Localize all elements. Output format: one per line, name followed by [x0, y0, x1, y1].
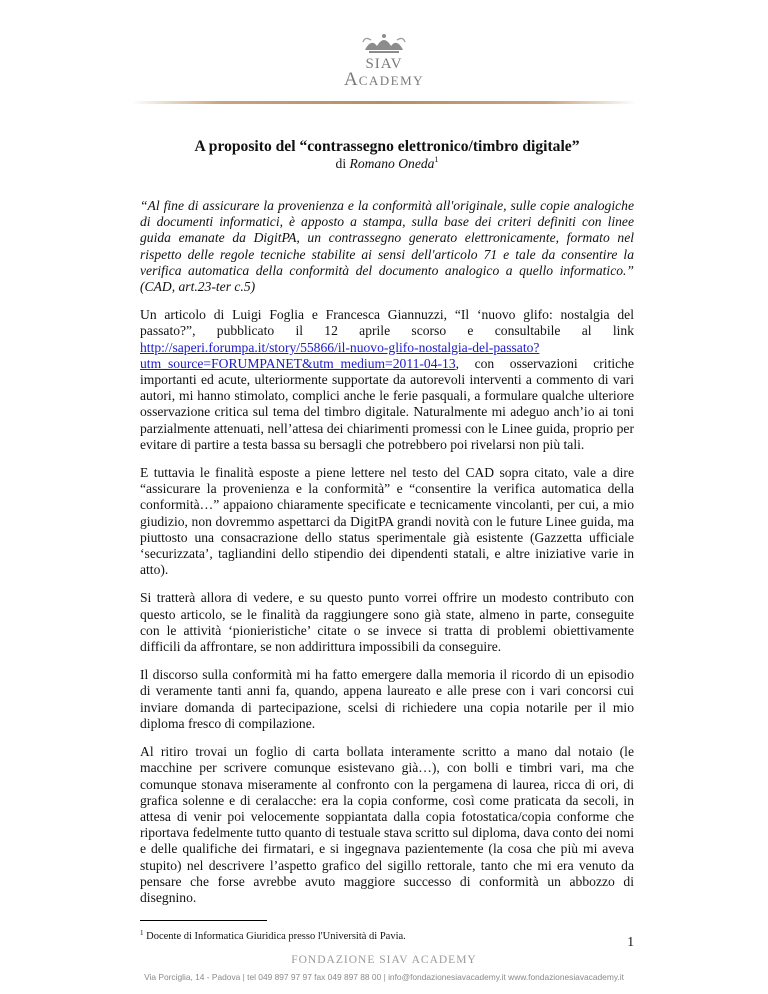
footnote: [140, 927, 406, 943]
logo-siav-text: SIAV: [365, 56, 403, 72]
footer-organization: FONDAZIONE SIAV ACADEMY: [291, 954, 477, 966]
paragraph-3: Si tratterà allora di vedere, e su questo punto vorrei offrire un modesto contributo con questo articolo, se le finalità da raggiungere sono già state, almeno in parte, conseguite con le attività ‘pionieristiche’ citate o se invece si tratta di problemi obiettivamente difficili da affrontare, se non addirittura impossibili da conseguire.: [140, 590, 634, 655]
cad-quote: “Al fine di assicurare la provenienza e la conformità all'originale, sulle copie analogiche di documenti informatici, è apposto a stampa, sulla base dei criteri definiti con linee guida emanate da DigitPA, un contrassegno generato elettronicamente, formato nel rispetto delle regole tecniche stabilite ai sensi dell'articolo 71 e tale da consentire la verifica automatica della conformità del documento analogico a quello informatico.” (CAD, art.23-ter c.5): [140, 198, 634, 295]
byline-prefix: di: [335, 156, 350, 171]
footnote-separator: [140, 920, 267, 921]
article-body: [140, 138, 634, 906]
footer-contact-line: Via Porciglia, 14 - Padova | tel 049 897 97 97 fax 049 897 88 00 | info@fondazionesiavacademy.it www.fondazionesiavacademy.it: [144, 972, 624, 982]
footnote-reference[interactable]: 1: [434, 155, 439, 164]
letterhead: [0, 0, 768, 112]
siav-academy-logo: [330, 32, 438, 102]
paragraph-1-start: Un articolo di Luigi Foglia e Francesca Giannuzzi, “Il ‘nuovo glifo: nostalgia del passato?”, pubblicato il 12 aprile scorso e consultabile al link: [140, 307, 634, 339]
author-name: Romano Oneda: [349, 156, 435, 171]
paragraph-1-end: , con osservazioni critiche importanti ed acute, ulteriormente supportate da autorevoli interventi a commento di vari autori, mi hanno stimolato, complici anche le ferie pasquali, a formulare qualche ulteriore osservazione critica sul tema del timbro digitale. Naturalmente mi adeguo anch’io ai toni parzialmente attenuati, nell’attesa dei chiarimenti promessi con le Linee guida, proprio per evitare di partire a testa bassa su bersagli che potrebbero poi rivelarsi non più tali.: [140, 355, 634, 452]
forumpa-article-link[interactable]: http://saperi.forumpa.it/story/55866/il-nuovo-glifo-nostalgia-del-passato?utm_source=FORUMPANET&utm_medium=2011-04-13: [140, 339, 540, 371]
crown-ornament-icon: [361, 32, 407, 56]
paragraph-2: E tuttavia le finalità esposte a piene lettere nel testo del CAD sopra citato, vale a dire “assicurare la provenienza e la conformità” e “consentire la verifica automatica della conformità…” appaiono chiaramente specificate e tecnicamente vincolanti, per cui, a mio giudizio, non dovremmo aspettarci da DigitPA grandi novità con le future Linee guida, ma piuttosto una consacrazione dello status sperimentale già esistente (Gazzetta ufficiale ‘securizzata’, tagliandini dello stipendio dei dipendenti statali, e altre iniziative varie in atto).: [140, 465, 634, 578]
article-byline: [140, 156, 634, 172]
logo-academy-rest: CADEMY: [358, 73, 425, 88]
paragraph-4: Il discorso sulla conformità mi ha fatto emergere dalla memoria il ricordo di un episodio di veramente tanti anni fa, quando, appena laureato e alle prese con i vari concorsi cui inviare domanda di partecipazione, scelsi di richiedere una copia notarile per il mio diploma fresco di compilazione.: [140, 667, 634, 731]
logo-academy-text: [330, 71, 438, 90]
logo-academy-initial: A: [343, 69, 359, 90]
article-title: A proposito del “contrassegno elettronico/timbro digitale”: [194, 138, 580, 155]
footnote-number: 1: [140, 929, 144, 937]
letterhead-footer: [0, 946, 768, 994]
footnote-text: Docente di Informatica Giuridica presso l'Università di Pavia.: [146, 931, 406, 942]
paragraph-1: [140, 307, 634, 453]
page-number: 1: [627, 934, 634, 949]
paragraph-5: Al ritiro trovai un foglio di carta bollata interamente scritto a mano dal notaio (le macchine per scrivere comunque esistevano già…), con bolli e timbri vari, ma che comunque stonava miseramente al confronto con la pergamena di laurea, ricca di ori, di grafica solenne e di ceralacche: era la copia conforme, così come praticata da secoli, in attesa di venir poi velocemente soppiantata dalla copia fotostatica/copia conforme che riportava fedelmente tutto quanto di testuale stava scritto sul diploma, dava conto dei nomi e delle qualifiche dei firmatari, e si ingegnava pazientemente (la cosa che più mi aveva stupito) nel descrivere l’aspetto grafico del sigillo rettorale, tanto che mi era venuto da pensare che forse avrebbe avuto maggiore successo di conformità un abbozzo di disegnino.: [140, 744, 634, 905]
header-divider: [131, 101, 637, 104]
